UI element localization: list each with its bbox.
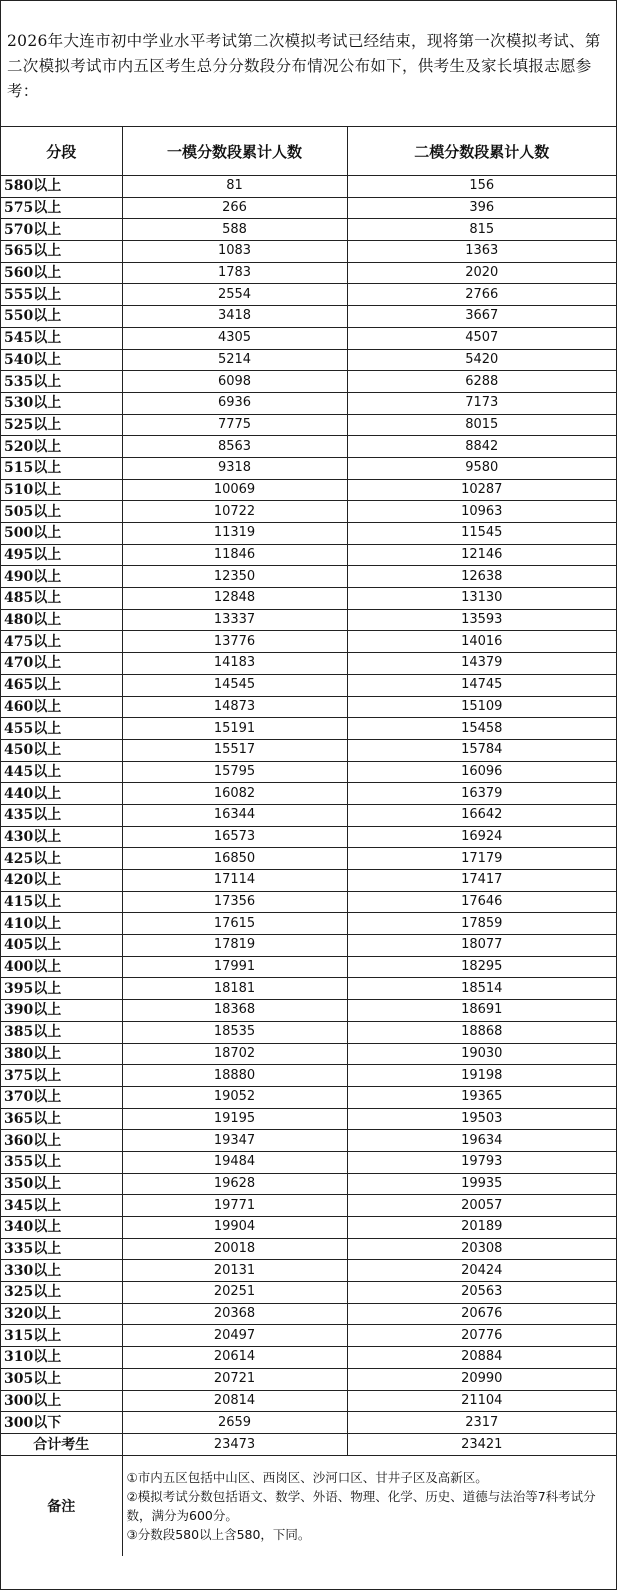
segment-cell: 395以上 (1, 978, 122, 1000)
segment-cell: 505以上 (1, 501, 122, 523)
segment-cell: 370以上 (1, 1086, 122, 1108)
first-mock-cell: 20721 (122, 1368, 347, 1390)
first-mock-cell: 17615 (122, 913, 347, 935)
segment-cell: 445以上 (1, 761, 122, 783)
segment-cell: 440以上 (1, 783, 122, 805)
segment-cell: 435以上 (1, 804, 122, 826)
segment-cell: 360以上 (1, 1130, 122, 1152)
second-mock-cell: 5420 (347, 349, 616, 371)
table-row (1, 653, 616, 675)
table-row (1, 978, 616, 1000)
first-mock-cell: 2659 (122, 1412, 347, 1434)
second-mock-cell: 11545 (347, 523, 616, 545)
segment-cell: 410以上 (1, 913, 122, 935)
segment-cell: 495以上 (1, 544, 122, 566)
segment-cell: 385以上 (1, 1021, 122, 1043)
table-row (1, 1368, 616, 1390)
table-header-row (1, 127, 616, 176)
table-row (1, 609, 616, 631)
table-row (1, 479, 616, 501)
second-mock-cell: 156 (347, 176, 616, 198)
table-row (1, 870, 616, 892)
segment-cell: 545以上 (1, 327, 122, 349)
segment-cell: 365以上 (1, 1108, 122, 1130)
second-mock-cell: 8015 (347, 414, 616, 436)
segment-cell: 535以上 (1, 371, 122, 393)
notes-content (122, 1455, 616, 1556)
segment-cell: 540以上 (1, 349, 122, 371)
first-mock-cell: 19347 (122, 1130, 347, 1152)
table-row (1, 241, 616, 263)
segment-cell: 345以上 (1, 1195, 122, 1217)
second-mock-cell: 20884 (347, 1347, 616, 1369)
segment-cell: 465以上 (1, 674, 122, 696)
segment-cell: 560以上 (1, 262, 122, 284)
first-mock-cell: 1083 (122, 241, 347, 263)
first-mock-cell: 19195 (122, 1108, 347, 1130)
first-mock-cell: 20018 (122, 1238, 347, 1260)
second-mock-cell: 12638 (347, 566, 616, 588)
table-row (1, 371, 616, 393)
first-mock-cell: 15191 (122, 718, 347, 740)
second-mock-cell: 3667 (347, 306, 616, 328)
table-row (1, 197, 616, 219)
second-mock-cell: 17417 (347, 870, 616, 892)
note-line: ①市内五区包括中山区、西岗区、沙河口区、甘井子区及高新区。 (126, 1469, 488, 1485)
first-mock-cell: 7775 (122, 414, 347, 436)
table-row (1, 1021, 616, 1043)
first-mock-cell: 11319 (122, 523, 347, 545)
table-row (1, 327, 616, 349)
table-row (1, 718, 616, 740)
segment-cell: 310以上 (1, 1347, 122, 1369)
first-mock-cell: 19052 (122, 1086, 347, 1108)
segment-cell: 475以上 (1, 631, 122, 653)
first-mock-cell: 16344 (122, 804, 347, 826)
second-mock-cell: 18691 (347, 1000, 616, 1022)
first-mock-cell: 13337 (122, 609, 347, 631)
table-row (1, 1065, 616, 1087)
first-mock-cell: 14183 (122, 653, 347, 675)
first-mock-cell: 266 (122, 197, 347, 219)
second-mock-cell: 18514 (347, 978, 616, 1000)
segment-cell: 390以上 (1, 1000, 122, 1022)
table-row (1, 1000, 616, 1022)
second-mock-cell: 6288 (347, 371, 616, 393)
first-mock-cell: 588 (122, 219, 347, 241)
second-mock-cell: 17646 (347, 891, 616, 913)
first-mock-cell: 17356 (122, 891, 347, 913)
first-mock-cell: 11846 (122, 544, 347, 566)
table-row (1, 1347, 616, 1369)
table-row (1, 783, 616, 805)
first-mock-cell: 20614 (122, 1347, 347, 1369)
segment-cell: 530以上 (1, 392, 122, 414)
second-mock-cell: 20308 (347, 1238, 616, 1260)
second-mock-cell: 396 (347, 197, 616, 219)
segment-cell: 400以上 (1, 956, 122, 978)
second-mock-cell: 8842 (347, 436, 616, 458)
second-mock-cell: 15784 (347, 739, 616, 761)
first-mock-cell: 18535 (122, 1021, 347, 1043)
first-mock-cell: 20814 (122, 1390, 347, 1412)
table-row (1, 1260, 616, 1282)
second-mock-cell: 12146 (347, 544, 616, 566)
first-mock-cell: 18880 (122, 1065, 347, 1087)
first-mock-cell: 9318 (122, 457, 347, 479)
segment-cell: 300以下 (1, 1412, 122, 1434)
segment-cell: 335以上 (1, 1238, 122, 1260)
first-mock-cell: 2554 (122, 284, 347, 306)
table-row (1, 848, 616, 870)
first-mock-cell: 14545 (122, 674, 347, 696)
table-row (1, 588, 616, 610)
table-row (1, 544, 616, 566)
first-mock-cell: 6098 (122, 371, 347, 393)
table-row (1, 935, 616, 957)
first-mock-cell: 18702 (122, 1043, 347, 1065)
table-row (1, 392, 616, 414)
first-mock-cell: 81 (122, 176, 347, 198)
segment-cell: 425以上 (1, 848, 122, 870)
first-mock-cell: 20368 (122, 1303, 347, 1325)
segment-cell: 450以上 (1, 739, 122, 761)
second-mock-cell: 14745 (347, 674, 616, 696)
second-mock-cell: 19935 (347, 1173, 616, 1195)
first-mock-cell: 16082 (122, 783, 347, 805)
second-mock-cell: 19198 (347, 1065, 616, 1087)
table-row (1, 414, 616, 436)
table-row (1, 1173, 616, 1195)
segment-cell: 490以上 (1, 566, 122, 588)
first-mock-cell: 14873 (122, 696, 347, 718)
segment-cell: 575以上 (1, 197, 122, 219)
table-row (1, 306, 616, 328)
table-row (1, 349, 616, 371)
segment-cell: 325以上 (1, 1282, 122, 1304)
second-mock-cell: 18868 (347, 1021, 616, 1043)
second-mock-cell: 14016 (347, 631, 616, 653)
first-mock-cell: 13776 (122, 631, 347, 653)
score-table (1, 127, 616, 1556)
table-row (1, 1108, 616, 1130)
second-mock-cell: 20676 (347, 1303, 616, 1325)
table-row (1, 1325, 616, 1347)
table-row (1, 804, 616, 826)
table-row (1, 501, 616, 523)
segment-cell: 520以上 (1, 436, 122, 458)
header-first-mock: 一模分数段累计人数 (122, 127, 347, 176)
second-mock-cell: 19634 (347, 1130, 616, 1152)
first-mock-cell: 1783 (122, 262, 347, 284)
second-mock-cell: 20563 (347, 1282, 616, 1304)
segment-cell: 350以上 (1, 1173, 122, 1195)
segment-cell: 470以上 (1, 653, 122, 675)
table-row (1, 1238, 616, 1260)
first-mock-cell: 15795 (122, 761, 347, 783)
table-row (1, 1217, 616, 1239)
first-mock-cell: 20131 (122, 1260, 347, 1282)
second-mock-cell: 20776 (347, 1325, 616, 1347)
table-row (1, 566, 616, 588)
second-mock-cell: 21104 (347, 1390, 616, 1412)
table-row (1, 913, 616, 935)
segment-cell: 550以上 (1, 306, 122, 328)
first-mock-cell: 17819 (122, 935, 347, 957)
first-mock-cell: 8563 (122, 436, 347, 458)
segment-cell: 565以上 (1, 241, 122, 263)
total-first-mock: 23473 (122, 1433, 347, 1455)
header-second-mock: 二模分数段累计人数 (347, 127, 616, 176)
total-second-mock: 23421 (347, 1433, 616, 1455)
first-mock-cell: 3418 (122, 306, 347, 328)
first-mock-cell: 4305 (122, 327, 347, 349)
table-row (1, 1195, 616, 1217)
notes-row (1, 1455, 616, 1556)
second-mock-cell: 16924 (347, 826, 616, 848)
segment-cell: 380以上 (1, 1043, 122, 1065)
table-row (1, 1412, 616, 1434)
second-mock-cell: 7173 (347, 392, 616, 414)
second-mock-cell: 17179 (347, 848, 616, 870)
segment-cell: 300以上 (1, 1390, 122, 1412)
second-mock-cell: 10963 (347, 501, 616, 523)
segment-cell: 340以上 (1, 1217, 122, 1239)
first-mock-cell: 16573 (122, 826, 347, 848)
table-row (1, 176, 616, 198)
segment-cell: 415以上 (1, 891, 122, 913)
segment-cell: 315以上 (1, 1325, 122, 1347)
table-row (1, 523, 616, 545)
first-mock-cell: 5214 (122, 349, 347, 371)
segment-cell: 455以上 (1, 718, 122, 740)
second-mock-cell: 15458 (347, 718, 616, 740)
first-mock-cell: 19484 (122, 1151, 347, 1173)
second-mock-cell: 20189 (347, 1217, 616, 1239)
segment-cell: 580以上 (1, 176, 122, 198)
total-label: 合计考生 (1, 1433, 122, 1455)
table-row (1, 956, 616, 978)
second-mock-cell: 14379 (347, 653, 616, 675)
table-row (1, 1390, 616, 1412)
second-mock-cell: 18077 (347, 935, 616, 957)
segment-cell: 305以上 (1, 1368, 122, 1390)
table-row (1, 1043, 616, 1065)
second-mock-cell: 20990 (347, 1368, 616, 1390)
table-row (1, 674, 616, 696)
table-row (1, 826, 616, 848)
first-mock-cell: 18181 (122, 978, 347, 1000)
second-mock-cell: 10287 (347, 479, 616, 501)
first-mock-cell: 12848 (122, 588, 347, 610)
second-mock-cell: 13130 (347, 588, 616, 610)
second-mock-cell: 19365 (347, 1086, 616, 1108)
second-mock-cell: 2766 (347, 284, 616, 306)
second-mock-cell: 13593 (347, 609, 616, 631)
segment-cell: 330以上 (1, 1260, 122, 1282)
segment-cell: 320以上 (1, 1303, 122, 1325)
first-mock-cell: 19904 (122, 1217, 347, 1239)
first-mock-cell: 10722 (122, 501, 347, 523)
table-row (1, 1130, 616, 1152)
first-mock-cell: 20251 (122, 1282, 347, 1304)
table-row (1, 739, 616, 761)
second-mock-cell: 20057 (347, 1195, 616, 1217)
second-mock-cell: 16642 (347, 804, 616, 826)
segment-cell: 460以上 (1, 696, 122, 718)
intro-paragraph: 2026年大连市初中学业水平考试第二次模拟考试已经结束，现将第一次模拟考试、第二次模拟考试市内五区考生总分分数段分布情况公布如下，供考生及家长填报志愿参考： (1, 1, 616, 127)
first-mock-cell: 17114 (122, 870, 347, 892)
first-mock-cell: 20497 (122, 1325, 347, 1347)
first-mock-cell: 6936 (122, 392, 347, 414)
second-mock-cell: 9580 (347, 457, 616, 479)
table-row (1, 631, 616, 653)
second-mock-cell: 19503 (347, 1108, 616, 1130)
segment-cell: 430以上 (1, 826, 122, 848)
notes-label: 备注 (1, 1455, 122, 1556)
segment-cell: 375以上 (1, 1065, 122, 1087)
first-mock-cell: 10069 (122, 479, 347, 501)
first-mock-cell: 18368 (122, 1000, 347, 1022)
second-mock-cell: 15109 (347, 696, 616, 718)
table-row (1, 457, 616, 479)
segment-cell: 570以上 (1, 219, 122, 241)
second-mock-cell: 20424 (347, 1260, 616, 1282)
segment-cell: 480以上 (1, 609, 122, 631)
first-mock-cell: 15517 (122, 739, 347, 761)
second-mock-cell: 815 (347, 219, 616, 241)
second-mock-cell: 16379 (347, 783, 616, 805)
segment-cell: 525以上 (1, 414, 122, 436)
second-mock-cell: 18295 (347, 956, 616, 978)
segment-cell: 405以上 (1, 935, 122, 957)
first-mock-cell: 17991 (122, 956, 347, 978)
second-mock-cell: 4507 (347, 327, 616, 349)
header-segment: 分段 (1, 127, 122, 176)
table-row (1, 1303, 616, 1325)
table-row (1, 1086, 616, 1108)
table-row (1, 284, 616, 306)
note-line: ③分数段580以上含580，下同。 (126, 1526, 311, 1542)
segment-cell: 515以上 (1, 457, 122, 479)
table-row (1, 436, 616, 458)
segment-cell: 500以上 (1, 523, 122, 545)
table-row (1, 696, 616, 718)
table-row (1, 891, 616, 913)
note-line: ②模拟考试分数包括语文、数学、外语、物理、化学、历史、道德与法治等7科考试分数，满分为600分。 (126, 1488, 596, 1523)
segment-cell: 555以上 (1, 284, 122, 306)
total-row (1, 1433, 616, 1455)
table-row (1, 1282, 616, 1304)
first-mock-cell: 16850 (122, 848, 347, 870)
first-mock-cell: 19771 (122, 1195, 347, 1217)
second-mock-cell: 2317 (347, 1412, 616, 1434)
table-row (1, 761, 616, 783)
table-row (1, 219, 616, 241)
segment-cell: 485以上 (1, 588, 122, 610)
segment-cell: 355以上 (1, 1151, 122, 1173)
first-mock-cell: 19628 (122, 1173, 347, 1195)
second-mock-cell: 16096 (347, 761, 616, 783)
second-mock-cell: 17859 (347, 913, 616, 935)
segment-cell: 510以上 (1, 479, 122, 501)
second-mock-cell: 2020 (347, 262, 616, 284)
segment-cell: 420以上 (1, 870, 122, 892)
table-row (1, 1151, 616, 1173)
second-mock-cell: 19030 (347, 1043, 616, 1065)
second-mock-cell: 19793 (347, 1151, 616, 1173)
table-row (1, 262, 616, 284)
first-mock-cell: 12350 (122, 566, 347, 588)
second-mock-cell: 1363 (347, 241, 616, 263)
